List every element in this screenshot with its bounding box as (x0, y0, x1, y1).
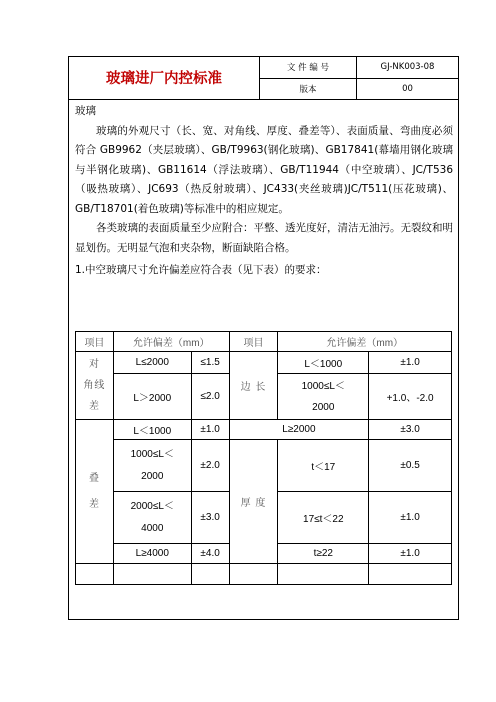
empty-cell (76, 564, 114, 585)
table-cell: L≤2000 (113, 352, 191, 374)
table-cell: ±3.0 (369, 420, 452, 440)
table-cell: L＞2000 (113, 374, 191, 420)
header-tolerance-2: 允许偏差（mm） (278, 332, 452, 352)
file-no-label: 文 件 编 号 (260, 57, 357, 78)
tolerance-table (75, 331, 452, 585)
empty-cell (191, 564, 229, 585)
table-cell: ±2.0 (191, 440, 229, 492)
table-cell: ±1.0 (369, 352, 452, 374)
table-cell: 1000≤L＜ 2000 (113, 440, 191, 492)
table-cell: 17≤t＜22 (278, 492, 369, 544)
table-cell: 2000≤L＜ 4000 (113, 492, 191, 544)
version-label: 版本 (260, 78, 357, 99)
header-tolerance-1: 允许偏差（mm） (113, 332, 229, 352)
table-cell: ±1.0 (369, 492, 452, 544)
document-title: 玻璃进厂内控标准 (69, 57, 260, 99)
table-cell: ±4.0 (191, 544, 229, 564)
table-cell: ±1.0 (191, 420, 229, 440)
table-cell: ≤2.0 (191, 374, 229, 420)
table-cell: L＜1000 (278, 352, 369, 374)
table-cell: ±3.0 (191, 492, 229, 544)
header-table (69, 57, 458, 100)
section-title: 玻璃 (75, 105, 96, 117)
table-cell: t＜17 (278, 440, 369, 492)
document-frame (68, 56, 459, 620)
document-body (75, 101, 453, 281)
side-length-label: 边 长 (229, 352, 278, 420)
thickness-label: 厚 度 (229, 440, 278, 564)
paragraph-surface-quality: 各类玻璃的表面质量至少应附合：平整、透光度好，清洁无油污。无裂纹和明显划伤。无明显气泡和夹杂物，断面缺陷合格。 (75, 222, 453, 254)
paragraph-dimensions: 玻璃的外观尺寸（长、宽、对角线、厚度、叠差等）、表面质量、弯曲度必须符合 GB9962（夹层玻璃）、GB/T9963(钢化玻璃)、GB17841(幕墙用钢化玻璃与半钢化玻璃)、GB11614（浮法玻璃）、GB/T11944（中空玻璃）、JC/T536（吸热玻璃）、JC693（热反射玻璃）、JC433(夹丝玻璃)JC/T511(压花玻璃)、GB/T18701(着色玻璃)等标准中的相应规定。 (75, 124, 453, 215)
table-caption: 1.中空玻璃尺寸允许偏差应符合表（见下表）的要求： (75, 264, 327, 276)
table-cell: ±1.0 (369, 544, 452, 564)
empty-cell (278, 564, 369, 585)
header-item-2: 项目 (229, 332, 278, 352)
table-cell: 1000≤L＜ 2000 (278, 374, 369, 420)
version-value: 00 (357, 78, 459, 99)
header-item-1: 项目 (76, 332, 114, 352)
empty-cell (113, 564, 191, 585)
file-no-value: GJ-NK003-08 (357, 57, 459, 78)
table-cell: L＜1000 (113, 420, 191, 440)
table-cell: ≤1.5 (191, 352, 229, 374)
table-cell: ±0.5 (369, 440, 452, 492)
table-cell: L≥2000 (229, 420, 369, 440)
stacking-difference-label: 叠 差 (76, 420, 114, 564)
table-cell: +1.0、-2.0 (369, 374, 452, 420)
table-cell: L≥4000 (113, 544, 191, 564)
table-cell: t≥22 (278, 544, 369, 564)
empty-cell (369, 564, 452, 585)
diagonal-label: 对 角线 差 (76, 352, 114, 420)
empty-cell (229, 564, 278, 585)
